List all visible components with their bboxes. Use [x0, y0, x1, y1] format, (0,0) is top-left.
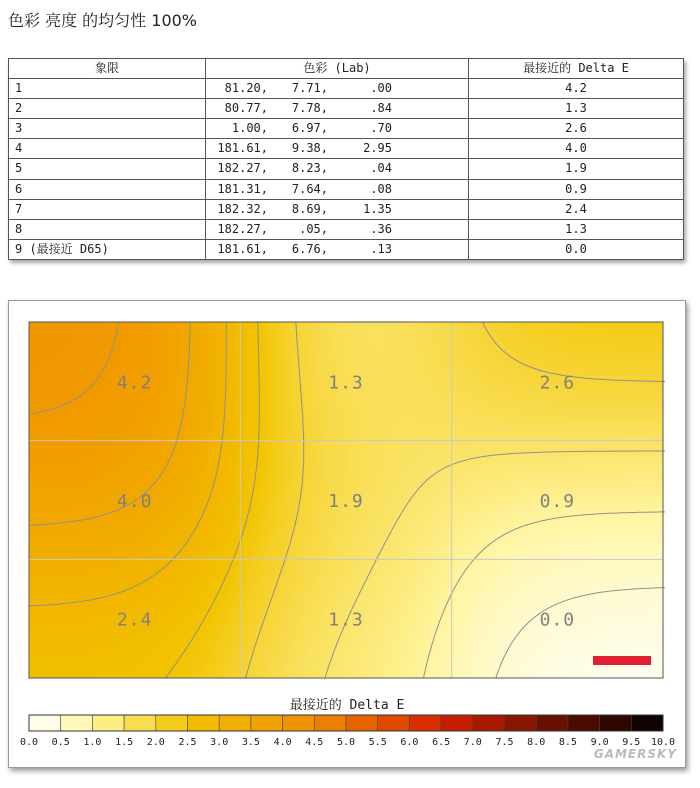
cell-value-label: 2.6 [539, 372, 576, 394]
cell-delta-e: 4.0 [469, 139, 684, 159]
colorbar-tick-label: 8.0 [527, 737, 546, 748]
lab-l: 81.20, [224, 81, 268, 95]
lab-a: .05, [299, 221, 328, 236]
lab-b: .04 [370, 161, 392, 176]
colorbar-segment [124, 715, 156, 731]
colorbar-tick-label: 6.5 [432, 737, 451, 748]
colorbar-segment [536, 715, 568, 731]
table-row [9, 239, 684, 259]
colorbar-tick-label: 1.0 [83, 737, 102, 748]
cell-lab [206, 179, 469, 199]
table-row [9, 119, 684, 139]
table-row [9, 79, 684, 99]
cell-delta-e: 4.2 [469, 79, 684, 99]
cell-quadrant: 7 [9, 199, 206, 219]
colorbar-segment [92, 715, 124, 731]
colorbar-segment [219, 715, 251, 731]
cell-quadrant: 3 [9, 119, 206, 139]
colorbar-tick-label: 7.0 [463, 737, 482, 748]
cell-quadrant: 2 [9, 99, 206, 119]
lab-l: 1.00, [231, 121, 268, 136]
colorbar-tick-label: 4.5 [305, 737, 324, 748]
lab-a: 8.69, [291, 201, 328, 216]
colorbar-segment [61, 715, 93, 731]
cell-delta-e: 1.9 [469, 159, 684, 179]
colorbar-segment [346, 715, 378, 731]
cell-lab [206, 79, 469, 99]
table-row [9, 179, 684, 199]
table-row [9, 139, 684, 159]
watermark-logo: GAMERSKY [593, 747, 677, 761]
table-row [9, 159, 684, 179]
lab-a: 9.38, [291, 141, 328, 156]
cell-lab [206, 219, 469, 239]
lab-b: .13 [370, 241, 392, 256]
colorbar-title: 最接近的 Delta E [289, 698, 405, 713]
lab-l: 182.27, [217, 221, 268, 236]
cell-value-label: 0.0 [539, 609, 576, 631]
colorbar-segment [283, 715, 315, 731]
colorbar-segment [631, 715, 663, 731]
cell-delta-e: 0.9 [469, 179, 684, 199]
colorbar-segment [156, 715, 188, 731]
cell-quadrant: 5 [9, 159, 206, 179]
lab-l: 181.31, [217, 181, 268, 196]
lab-a: 6.76, [291, 241, 328, 256]
lab-b: 1.35 [363, 201, 392, 216]
colorbar-tick-label: 3.0 [210, 737, 229, 748]
lab-l: 182.27, [217, 161, 268, 176]
cell-value-label: 4.2 [116, 372, 153, 394]
cell-quadrant: 4 [9, 139, 206, 159]
colorbar-segment [441, 715, 473, 731]
lab-l: 182.32, [217, 201, 268, 216]
cell-quadrant: 8 [9, 219, 206, 239]
colorbar-tick-label: 4.0 [273, 737, 292, 748]
colorbar-tick-label: 5.0 [336, 737, 356, 748]
colorbar-segment [568, 715, 600, 731]
colorbar-segment [251, 715, 283, 731]
lab-l: 80.77, [224, 101, 268, 116]
header-color-lab: 色彩 (Lab) [206, 59, 469, 79]
lab-a: 7.64, [291, 181, 328, 196]
cell-lab [206, 159, 469, 179]
cell-value-label: 1.3 [328, 372, 364, 394]
cell-value-label: 2.4 [116, 609, 153, 631]
uniformity-heatmap [9, 301, 685, 767]
cell-delta-e: 2.4 [469, 199, 684, 219]
lab-l: 181.61, [217, 141, 268, 156]
colorbar-segment [473, 715, 505, 731]
cell-quadrant: 1 [9, 79, 206, 99]
colorbar-tick-label: 6.0 [400, 737, 419, 748]
colorbar-segment [188, 715, 220, 731]
colorbar-tick-label: 7.5 [495, 737, 514, 748]
colorbar-tick-label: 3.5 [241, 737, 260, 748]
header-quadrant: 象限 [9, 59, 206, 79]
lab-a: 6.97, [291, 121, 328, 136]
uniformity-table [8, 58, 684, 260]
sensor-marker [593, 656, 651, 665]
colorbar-segment [378, 715, 410, 731]
lab-a: 8.23, [291, 161, 328, 176]
lab-b: .84 [370, 101, 392, 116]
lab-b: .00 [370, 81, 392, 95]
cell-quadrant: 6 [9, 179, 206, 199]
cell-value-label: 0.9 [539, 491, 576, 512]
cell-lab [206, 139, 469, 159]
colorbar-tick-label: 10.0 [650, 737, 676, 748]
page-title: 色彩 亮度 的均匀性 100% [8, 11, 198, 30]
colorbar-tick-label: 8.5 [558, 737, 577, 748]
colorbar-tick-label: 9.0 [590, 737, 609, 748]
colorbar-tick-label: 0.0 [19, 737, 39, 748]
heatmap-panel [8, 300, 686, 768]
cell-lab [206, 99, 469, 119]
table-row [9, 219, 684, 239]
cell-lab [206, 199, 469, 219]
colorbar-segment [505, 715, 537, 731]
colorbar-segment [409, 715, 441, 731]
colorbar-segment [29, 715, 61, 731]
table-row [9, 99, 684, 119]
colorbar-tick-label: 1.5 [115, 737, 134, 748]
header-delta-e: 最接近的 Delta E [469, 59, 684, 79]
cell-value-label: 1.9 [328, 491, 364, 512]
cell-quadrant: 9 (最接近 D65) [9, 239, 206, 259]
lab-a: 7.71, [291, 81, 328, 95]
colorbar-tick-label: 2.0 [146, 737, 165, 748]
colorbar-tick-label: 9.5 [622, 737, 641, 748]
cell-lab [206, 119, 469, 139]
colorbar-segment [600, 715, 632, 731]
lab-b: .08 [370, 181, 392, 196]
lab-b: 2.95 [363, 141, 392, 156]
lab-b: .36 [370, 221, 392, 236]
cell-delta-e: 1.3 [469, 99, 684, 119]
colorbar-tick-label: 0.5 [51, 737, 70, 748]
cell-value-label: 1.3 [328, 609, 364, 631]
cell-delta-e: 1.3 [469, 219, 684, 239]
lab-b: .70 [370, 121, 392, 136]
cell-lab [206, 239, 469, 259]
colorbar-tick-label: 5.5 [368, 737, 387, 748]
table-row [9, 199, 684, 219]
cell-value-label: 4.0 [116, 491, 153, 512]
table-header-row [9, 59, 684, 79]
colorbar-tick-label: 2.5 [178, 737, 197, 748]
colorbar-segment [314, 715, 346, 731]
cell-delta-e: 2.6 [469, 119, 684, 139]
lab-l: 181.61, [217, 241, 268, 256]
lab-a: 7.78, [291, 101, 328, 116]
cell-delta-e: 0.0 [469, 239, 684, 259]
